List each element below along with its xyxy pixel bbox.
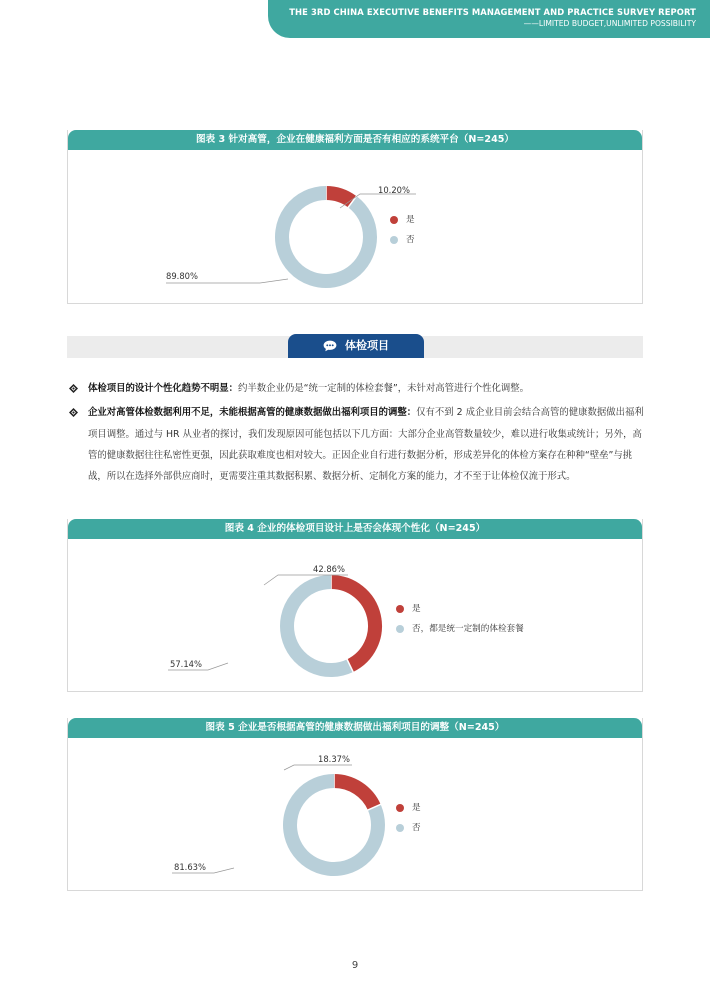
bullet-text: 约半数企业仍是“统一定制的体检套餐”，未针对高管进行个性化调整。 xyxy=(238,383,529,394)
page-number: 9 xyxy=(351,960,359,971)
data-label-no: 57.14% xyxy=(170,659,202,669)
donut-slice-no xyxy=(287,582,350,670)
donut-chart xyxy=(68,738,644,891)
legend-dot-red xyxy=(390,216,398,224)
bullet-item xyxy=(67,378,647,399)
chart-panel-5 xyxy=(67,718,643,891)
donut-chart xyxy=(68,150,644,304)
bullet-list xyxy=(67,378,647,490)
legend-item-yes xyxy=(388,210,415,230)
chart-title: 图表 5 企业是否根据高管的健康数据做出福利项目的调整（N=245） xyxy=(68,718,642,738)
bullet-text: 仅有不到 2 成企业目前会结合高管的健康数据做出福利项目调整。通过与 HR 从业者的探讨，我们发现原因可能包括以下几方面：大部分企业高管数量较少，难以进行收集或统计；另外，高管的健康数据往往私密性更强，因此获取难度也相对较大。正因企业自行进行数据分析，形成差异化的体检方案存在种种“壁垒”与挑战，所以在选择外部供应商时，更需要注重其数据积累、数据分析、定制化方案的能力，才不至于让体检仅流于形式。 xyxy=(88,407,644,483)
leader-line-yes xyxy=(284,765,352,770)
donut-chart xyxy=(68,539,644,692)
donut-slice-yes xyxy=(326,193,352,202)
legend-label: 否 xyxy=(406,235,415,245)
donut-slice-yes xyxy=(331,582,375,666)
bullet-heading: 体检项目的设计个性化趋势不明显： xyxy=(88,383,239,394)
legend-item-yes xyxy=(394,599,524,619)
donut-slices xyxy=(290,773,382,869)
donut-slices xyxy=(282,185,370,281)
section-tab xyxy=(288,334,424,358)
bullet-item xyxy=(67,402,647,487)
legend-dot-red xyxy=(396,804,404,812)
legend-dot-red xyxy=(396,605,404,613)
chart-legend xyxy=(394,599,524,639)
data-label-no: 89.80% xyxy=(166,271,198,281)
legend-item-no xyxy=(394,818,421,838)
chart-panel-4 xyxy=(67,519,643,692)
legend-item-no xyxy=(394,619,524,639)
legend-dot-blue xyxy=(390,236,398,244)
report-title: THE 3RD CHINA EXECUTIVE BENEFITS MANAGEMENT AND PRACTICE SURVEY REPORT xyxy=(289,7,696,17)
legend-dot-blue xyxy=(396,824,404,832)
data-label-yes: 42.86% xyxy=(313,564,345,574)
legend-label: 否，都是统一定制的体检套餐 xyxy=(412,624,524,634)
bullet-heading: 企业对高管体检数据利用不足，未能根据高管的健康数据做出福利项目的调整： xyxy=(88,407,417,419)
data-label-yes: 10.20% xyxy=(378,185,410,195)
legend-label: 否 xyxy=(412,823,421,833)
legend-label: 是 xyxy=(406,215,415,225)
legend-label: 是 xyxy=(412,604,421,614)
chart-title: 图表 3 针对高管，企业在健康福利方面是否有相应的系统平台（N=245） xyxy=(68,130,642,150)
diamond-bullet-icon xyxy=(69,384,78,393)
chart-legend xyxy=(388,210,415,250)
donut-slice-yes xyxy=(334,781,374,807)
report-header xyxy=(268,0,710,38)
chart-legend xyxy=(394,798,421,838)
section-title: 体检项目 xyxy=(345,339,389,352)
diamond-bullet-icon xyxy=(69,408,78,417)
data-label-yes: 18.37% xyxy=(318,754,350,764)
legend-label: 是 xyxy=(412,803,421,813)
donut-slices xyxy=(287,574,375,673)
chat-bubble-icon xyxy=(323,340,337,352)
legend-dot-blue xyxy=(396,625,404,633)
legend-item-no xyxy=(388,230,415,250)
report-subtitle: ——LIMITED BUDGET,UNLIMITED POSSIBILITY xyxy=(523,19,696,28)
chart-panel-3 xyxy=(67,130,643,304)
data-label-no: 81.63% xyxy=(174,862,206,872)
donut-slice-no xyxy=(282,193,370,281)
chart-title: 图表 4 企业的体检项目设计上是否会体现个性化（N=245） xyxy=(68,519,642,539)
legend-item-yes xyxy=(394,798,421,818)
